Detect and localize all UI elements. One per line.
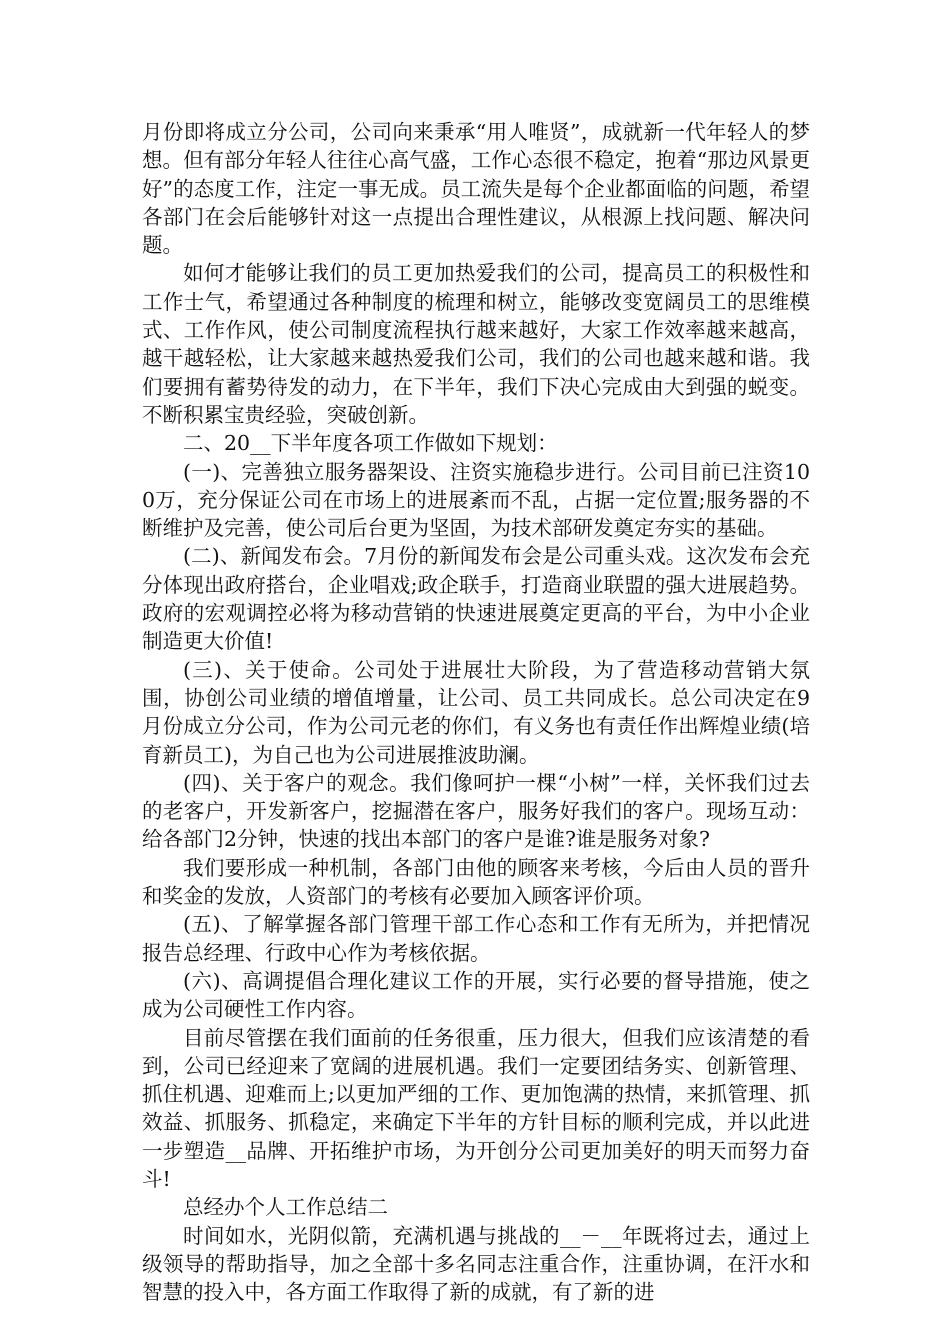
- paragraph-item-2: (二)、新闻发布会。7月份的新闻发布会是公司重头戏。这次发布会充分体现出政府搭台，企业唱戏;政企联手，打造商业联盟的强大进展趋势。政府的宏观调控必将为移动营销的快速进展奠定更高的平台，为中小企业制造更大价值!: [142, 544, 810, 654]
- paragraph-2: 如何才能够让我们的员工更加热爱我们的公司，提高员工的积极性和工作士气，希望通过各种制度的梳理和树立，能够改变宽阔员工的思维模式、工作作风，使公司制度流程执行越来越好，大家工作效率越来越高，越干越轻松，让大家越来越热爱我们公司，我们的公司也越来越和谐。我们要拥有蓄势待发的动力，在下半年，我们下决心完成由大到强的蜕变。不断积累宝贵经验，突破创新。: [142, 261, 810, 427]
- subtitle-summary-two: 总经办个人工作总结二: [183, 1195, 388, 1220]
- paragraph-summary-intro: 时间如水，光阴似箭，充满机遇与挑战的__－__年既将过去，通过上级领导的帮助指导，加之全部十多名同志注重合作，注重协调，在汗水和智慧的投入中，各方面工作取得了新的成就，有了新的进: [142, 1223, 810, 1305]
- paragraph-1: 月份即将成立分公司，公司向来秉承“用人唯贤”，成就新一代年轻人的梦想。但有部分年轻人往往心高气盛，工作心态很不稳定，抱着“那边风景更好”的态度工作，注定一事无成。员工流失是每个企业都面临的问题，希望各部门在会后能够针对这一点提出合理性建议，从根源上找问题、解决问题。: [142, 120, 810, 258]
- paragraph-item-5: (五)、了解掌握各部门管理干部工作心态和工作有无所为，并把情况报告总经理、行政中心作为考核依据。: [142, 912, 810, 965]
- paragraph-item-4: (四)、关于客户的观念。我们像呵护一棵“小树”一样，关怀我们过去的老客户，开发新客户，挖掘潜在客户，服务好我们的客户。现场互动：给各部门2分钟，快速的找出本部门的客户是谁?谁是服务对象?: [142, 770, 810, 852]
- paragraph-conclusion: 目前尽管摆在我们面前的任务很重，压力很大，但我们应该清楚的看到，公司已经迎来了宽阔的进展机遇。我们一定要团结务实、创新管理、抓住机遇、迎难而上;以更加严细的工作、更加饱满的热情，来抓管理、抓效益、抓服务、抓稳定，来确定下半年的方针目标的顺利完成，并以此进一步塑造__品牌、开拓维护市场，为开创分公司更加美好的明天而努力奋斗!: [142, 1025, 810, 1191]
- paragraph-item-3: (三)、关于使命。公司处于进展壮大阶段，为了营造移动营销大氛围，协创公司业绩的增值增量，让公司、员工共同成长。总公司决定在9月份成立分公司，作为公司元老的你们，有义务也有责任作出辉煌业绩(培育新员工)，为自己也为公司进展推波助澜。: [142, 657, 810, 767]
- section-heading: 二、20__下半年度各项工作做如下规划：: [183, 431, 558, 456]
- paragraph-item-6: (六)、高调提倡合理化建议工作的开展，实行必要的督导措施，使之成为公司硬性工作内容。: [142, 968, 810, 1022]
- paragraph-item-1: (一)、完善独立服务器架设、注资实施稳步进行。公司目前已注资100万，充分保证公司在市场上的进展紊而不乱，占据一定位置;服务器的不断维护及完善，使公司后台更为坚固，为技术部研发奠定夯实的基础。: [142, 459, 810, 541]
- document-page: [142, 118, 810, 1306]
- paragraph-mechanism: 我们要形成一种机制，各部门由他的顾客来考核，今后由人员的晋升和奖金的发放，人资部门的考核有必要加入顾客评价项。: [142, 855, 810, 909]
